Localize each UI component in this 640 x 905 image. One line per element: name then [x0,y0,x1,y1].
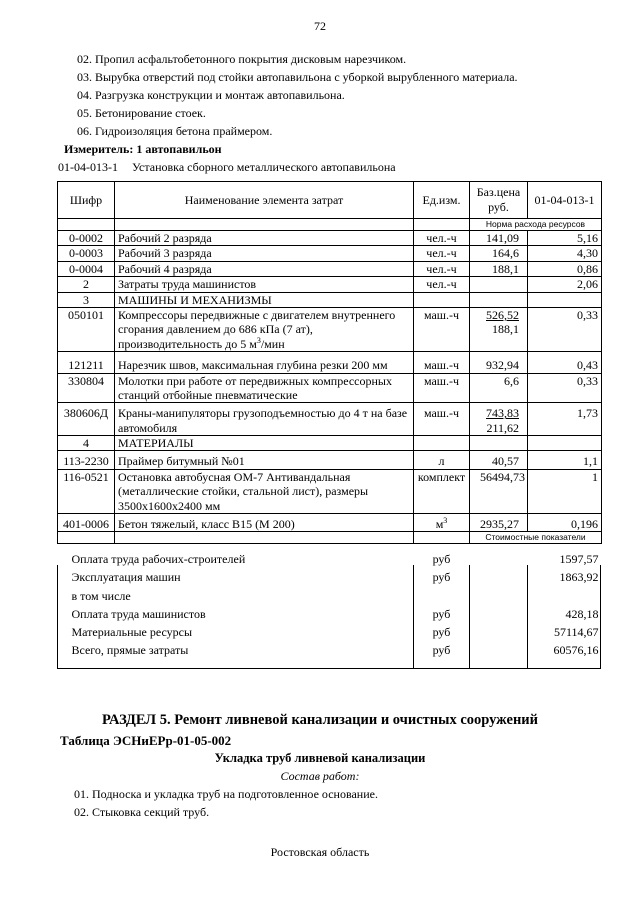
row-code: 330804 [58,373,115,403]
row-unit: л [414,451,470,469]
row-norm: 0,43 [528,352,602,373]
row-price: 188,1 [470,261,528,276]
row-unit: маш.-ч [414,307,470,351]
summary-label: Материальные ресурсы [71,625,193,640]
summary-unit: руб [432,551,451,566]
summary-label: Оплата труда машинистов [71,607,206,622]
row-name: Нарезчик швов, максимальная глубина резки 200 мм [115,352,414,373]
row-code: 113-2230 [58,451,115,469]
row-price: 2935,27 [470,514,528,532]
work-item: 02. Пропил асфальтобетонного покрытия дисковым нарезчиком. [77,52,407,66]
resource-norm-label: Норма расхода ресурсов [470,219,602,231]
row-name: Рабочий 4 разряда [115,261,414,276]
summary-unit: руб [432,642,451,657]
work-item: 04. Разгрузка конструкции и монтаж автопавильона. [77,88,345,102]
row-name: Праймер битумный №01 [115,451,414,469]
row-name: Остановка автобусная ОМ-7 Антивандальная (металлические стойки, стальной лист), размеры 3500х1600х2400 мм [115,469,414,513]
row-code: 0-0002 [58,231,115,246]
row-price: 141,09 [470,231,528,246]
summary-value: 1863,92 [559,570,599,585]
row-name-text: Компрессоры передвижные с двигателем внутреннего сгорания давлением до 686 кПа (7 ат), производительность до 5 м [118,307,396,351]
row-norm: 4,30 [528,246,602,261]
row-name: Молотки при работе от передвижных компрессорных станций отбойные пневматические [115,373,414,403]
row-name: Рабочий 3 разряда [115,246,414,261]
work-item: 01. Подноска и укладка труб на подготовленное основание. [74,787,378,801]
row-norm: 1,73 [528,403,602,436]
work-item: 05. Бетонирование стоек. [77,106,206,120]
row-code: 0-0004 [58,261,115,276]
header-code: Шифр [58,182,115,219]
meter-line: Измеритель: 1 автопавильон [64,142,222,156]
row-name: Краны-манипуляторы грузоподъемностью до 4 т на базе автомобиля [115,403,414,436]
row-unit: маш.-ч [414,403,470,436]
summary-unit: руб [432,607,451,622]
row-price: 6,6 [470,373,528,403]
row-code: 0-0003 [58,246,115,261]
work-item: 02. Стыковка секций труб. [74,805,210,819]
summary-label: Оплата труда рабочих-строителей [71,551,246,566]
summary-value: 1597,57 [559,551,599,566]
row-code: 380606Д [58,403,115,436]
row-code: 401-0006 [58,514,115,532]
row-norm: 1 [528,469,602,513]
header-unit: Ед.изм. [414,182,470,219]
row-code: 4 [58,436,115,451]
row-unit-text: м [435,517,444,532]
section-title: РАЗДЕЛ 5. Ремонт ливневой канализации и очистных сооружений [101,712,539,728]
row-name: МАТЕРИАЛЫ [115,436,414,451]
row-price-secondary: 211,62 [486,420,519,435]
summary-label: Эксплуатация машин [71,570,181,585]
row-name-sup: 3 [256,335,261,345]
summary-label: в том числе [71,588,131,603]
norm-code: 01-04-013-1 [58,160,118,174]
work-item: 06. Гидроизоляция бетона праймером. [77,124,273,138]
work-item: 03. Вырубка отверстий под стойки автопавильона с уборкой вырубленного материала. [77,70,518,84]
footer-region: Ростовская область [270,845,370,859]
row-price-secondary: 188,1 [492,322,519,337]
summary-value: 60576,16 [553,642,599,657]
row-price-main: 743,83 [486,406,519,421]
summary-value: 57114,67 [553,625,599,640]
row-price: 56494,73 [470,469,528,513]
row-code: 3 [58,292,115,307]
row-price: 164,6 [470,246,528,261]
row-price-main: 526,52 [486,307,519,322]
row-name-tail: /мин [260,336,285,351]
row-norm: 2,06 [528,277,602,292]
row-unit: маш.-ч [414,352,470,373]
table-code: Таблица ЭСНиЕРр-01-05-002 [60,733,232,748]
summary-unit: руб [432,625,451,640]
row-name: Рабочий 2 разряда [115,231,414,246]
row-code: 121211 [58,352,115,373]
header-norm: 01-04-013-1 [528,182,602,219]
row-price: 40,57 [470,451,528,469]
summary-value: 428,18 [565,607,599,622]
row-norm: 0,33 [528,307,602,351]
summary-label: Всего, прямые затраты [71,642,189,657]
row-unit: комплект [414,469,470,513]
row-unit: чел.-ч [414,277,470,292]
row-norm: 0,33 [528,373,602,403]
row-code: 116-0521 [58,469,115,513]
row-name: Затраты труда машинистов [115,277,414,292]
header-name: Наименование элемента затрат [115,182,414,219]
row-norm: 0,196 [528,514,602,532]
row-name: Бетон тяжелый, класс В15 (М 200) [115,514,414,532]
norm-title: Установка сборного металлического автопавильона [132,160,396,174]
header-price-line2: руб. [488,200,509,214]
row-norm: 0,86 [528,261,602,276]
row-code: 2 [58,277,115,292]
row-price: 932,94 [470,352,528,373]
subsection-title: Укладка труб ливневой канализации [214,751,426,765]
row-code: 050101 [58,307,115,351]
summary-unit: руб [432,570,451,585]
row-norm: 5,16 [528,231,602,246]
row-norm: 1,1 [528,451,602,469]
composition-label: Состав работ: [280,769,360,783]
page-number: 72 [314,19,326,33]
row-unit: чел.-ч [414,261,470,276]
row-unit-sup: 3 [443,516,448,526]
row-name: МАШИНЫ И МЕХАНИЗМЫ [115,292,414,307]
row-unit: маш.-ч [414,373,470,403]
header-price-line1: Баз.цена [476,185,521,199]
cost-indicators-label: Стоимостные показатели [470,532,602,544]
row-unit: чел.-ч [414,231,470,246]
row-unit: чел.-ч [414,246,470,261]
